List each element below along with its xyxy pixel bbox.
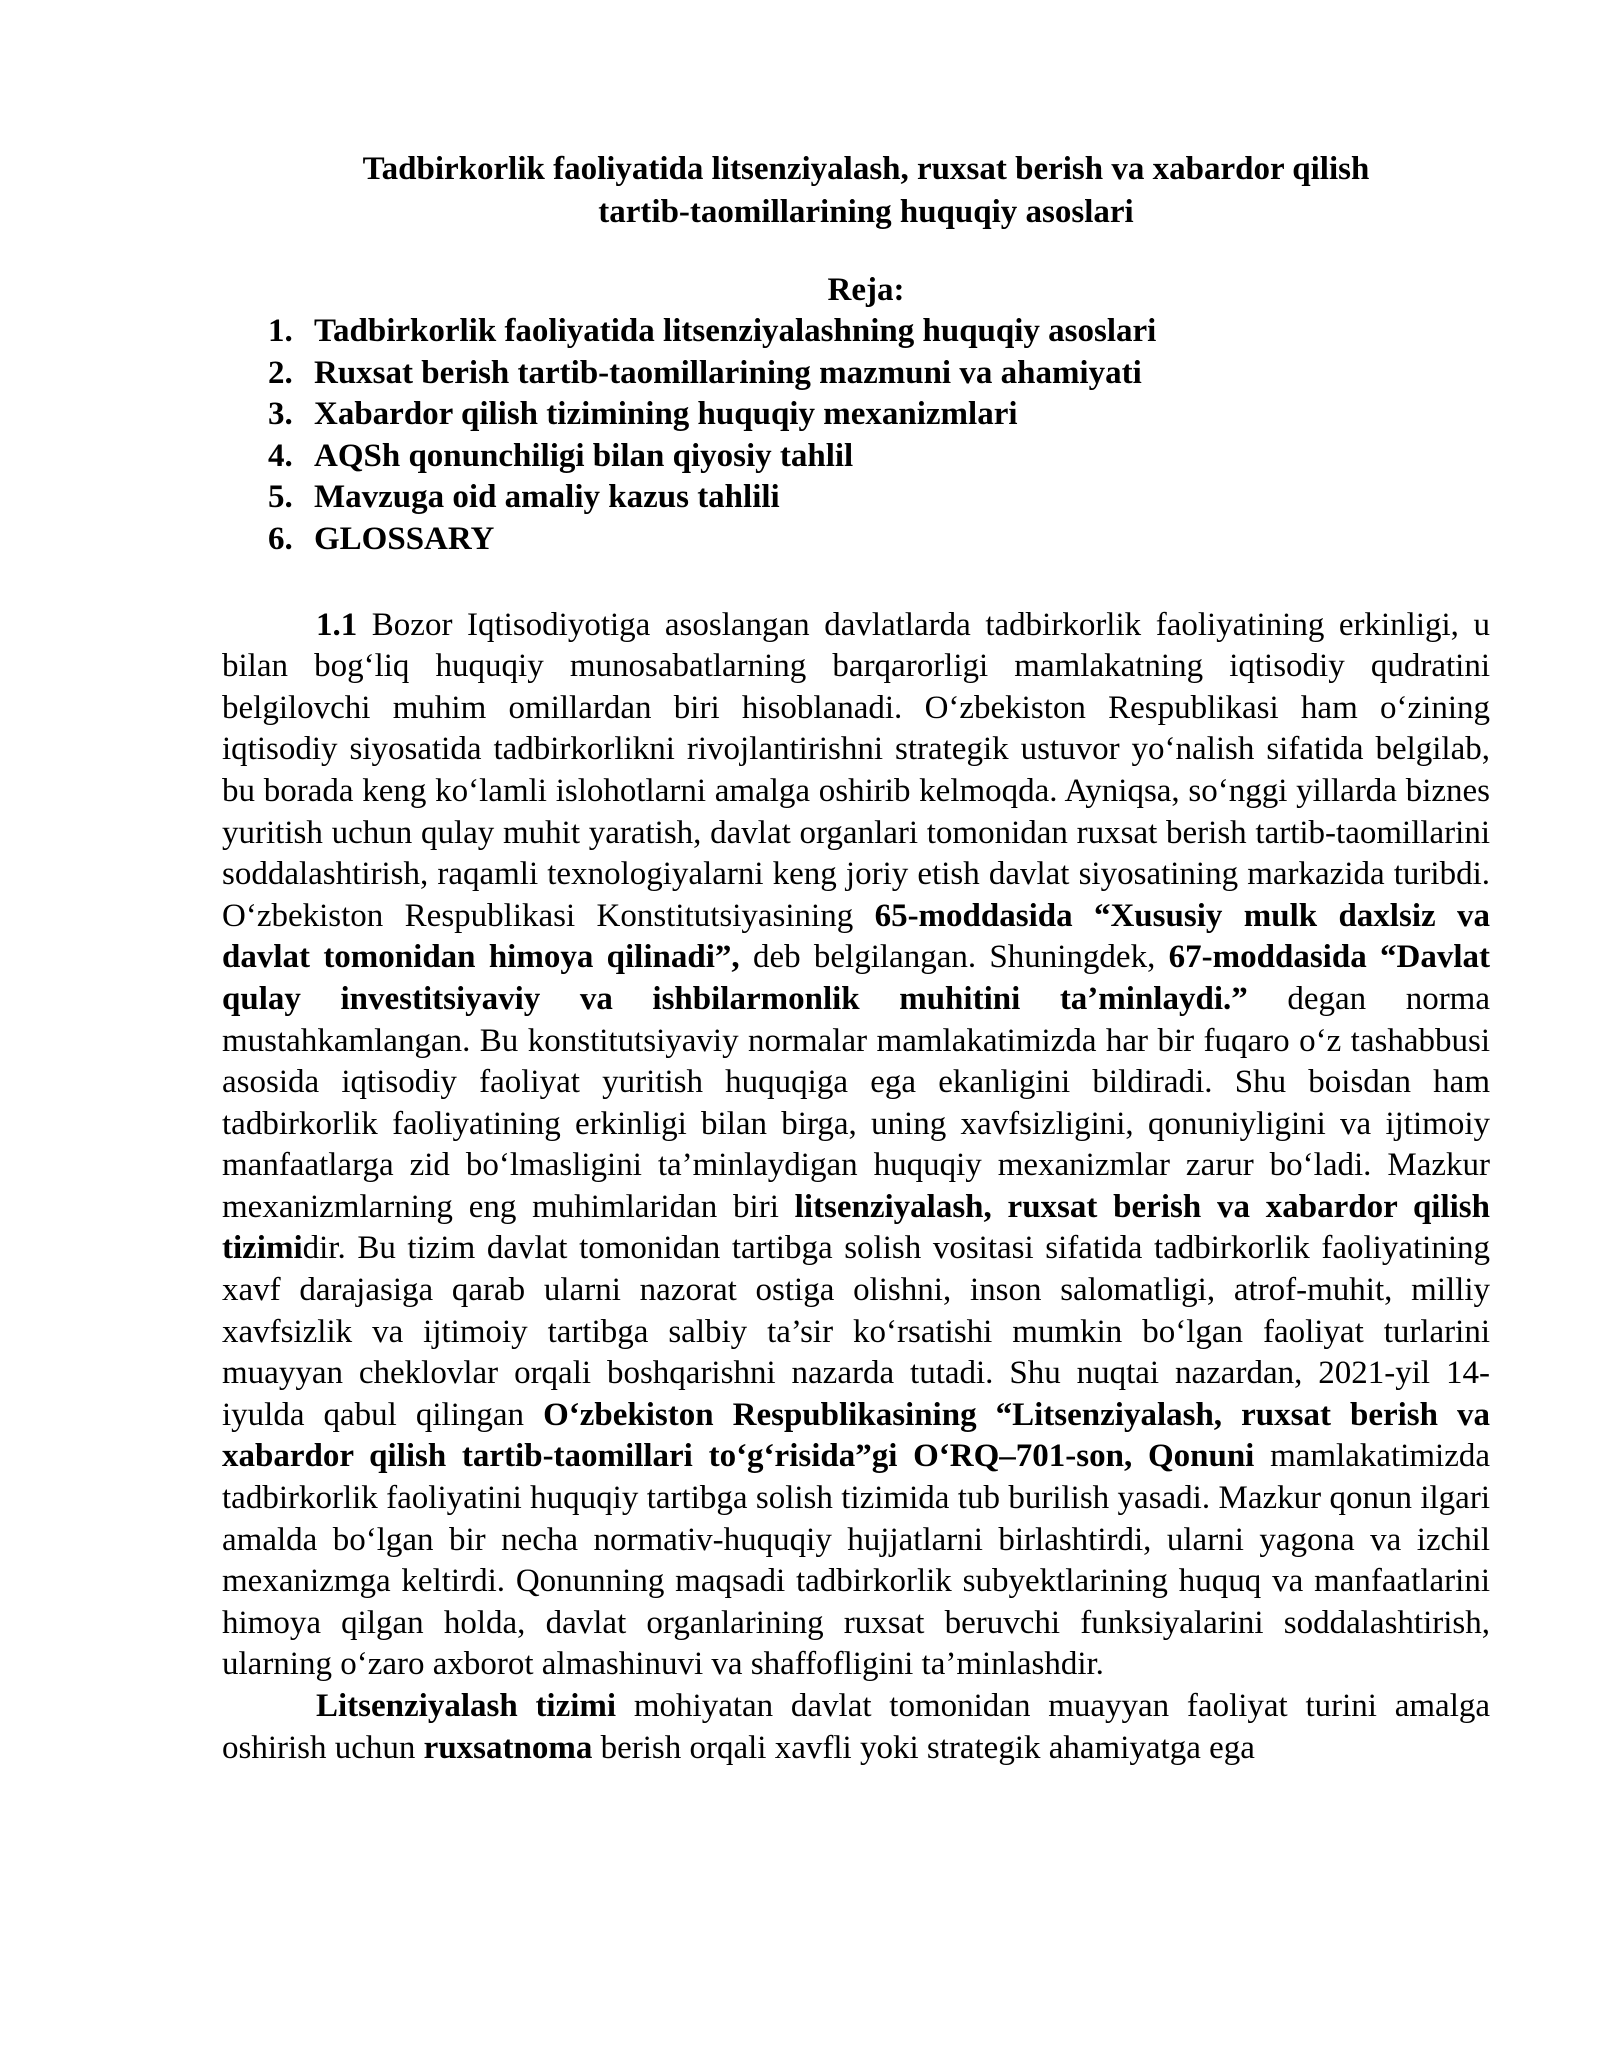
paragraph-licensing	[222, 1686, 1490, 1769]
bold-run-law: O‘zbekiston Respublikasining “Litsenziyalash, ruxsat berish va xabardor qilish tartib-taomillari to‘g‘risida”gi O‘RQ–701-son, Qonuni	[222, 1396, 1491, 1475]
plan-item-text: Mavzuga oid amaliy kazus tahlili	[314, 479, 780, 516]
plan-item	[268, 353, 1490, 395]
paragraph-1-1	[222, 605, 1490, 1686]
bold-run-permit: ruxsatnoma	[423, 1729, 593, 1766]
plan-item-number: 4.	[268, 437, 293, 474]
plan-item	[268, 477, 1490, 519]
plan-item	[268, 436, 1490, 478]
bold-run-article-67: 67-moddasida “Davlat qulay investitsiyaviy va ishbilarmonlik muhitini ta’minlaydi.”	[222, 939, 1490, 1017]
bold-run-article-65: 65-moddasida “Xususiy mulk daxlsiz va davlat tomonidan himoya qilinadi”,	[222, 897, 1490, 976]
plan-item-text: AQSh qonunchiligi bilan qiyosiy tahlil	[314, 437, 854, 474]
plan-heading: Reja:	[827, 272, 905, 308]
text-run: mamlakatimizda tadbirkorlik faoliyatini huquqiy tartibga solish tizimida tub burilish yasadi. Mazkur qonun ilgari amalda bo‘lgan bir necha normativ-huquqiy hujjatlarni birlashtirdi, ularni yagona va izchil mexanizmga keltirdi. Qonunning maqsadi tadbirkorlik subyektlarining huquq va manfaatlarini himoya qilgan holda, davlat organlarining ruxsat beruvchi funksiyalarini soddalashtirish, ularning o‘zaro axborot almashinuvi va shaffofligini ta’minlashdir.	[222, 1438, 1490, 1683]
plan-item-number: 5.	[268, 479, 293, 516]
document-page	[222, 148, 1490, 1769]
plan-item-text: Xabardor qilish tizimining huquqiy mexanizmlari	[314, 396, 1018, 433]
text-run: mohiyatan davlat tomonidan muayyan faoliyat turini amalga oshirish uchun	[222, 1688, 1491, 1766]
text-run: dir. Bu tizim davlat tomonidan tartibga solish vositasi sifatida tadbirkorlik faoliyatining xavf darajasiga qarab ularni nazorat ostiga olishni, inson salomatligi, atrof-muhit, milliy xavfsizlik va ijtimoiy tartibga salbiy ta’sir ko‘rsatishi mumkin bo‘lgan faoliyat turlarini muayyan cheklovlar orqali boshqarishni nazarda tutadi. Shu nuqtai nazardan, 2021-yil 14-iyulda qabul qilingan	[222, 1230, 1490, 1433]
text-run: berish orqali xavfli yoki strategik ahamiyatga ega	[592, 1729, 1255, 1766]
bold-run-licensing-system: Litsenziyalash tizimi	[316, 1688, 617, 1724]
plan-item-number: 6.	[268, 520, 293, 557]
title-line-1: Tadbirkorlik faoliyatida litsenziyalash, ruxsat berish va xabardor qilish	[362, 151, 1370, 187]
plan-item-text: Tadbirkorlik faoliyatida litsenziyalashning huquqiy asoslari	[314, 313, 1157, 349]
plan-item-number: 1.	[268, 313, 293, 349]
bold-run-system: litsenziyalash, ruxsat berish va xabardor qilish tizimi	[222, 1188, 1490, 1267]
text-run: Bozor Iqtisodiyotiga asoslangan davlatlarda tadbirkorlik faoliyatining erkinligi, u bilan bog‘liq huquqiy munosabatlarning barqarorligi mamlakatning iqtisodiy qudratini belgilovchi muhim omillardan biri hisoblanadi. O‘zbekiston Respublikasi ham o‘zining iqtisodiy siyosatida tadbirkorlikni rivojlantirishni strategik ustuvor yo‘nalish sifatida belgilab, bu borada keng ko‘lamli islohotlarni amalga oshirib kelmoqda. Ayniqsa, so‘nggi yillarda biznes yuritish uchun qulay muhit yaratish, davlat organlari tomonidan ruxsat berish tartib-taomillarini soddalashtirish, raqamli texnologiyalarni keng joriy etish davlat siyosatining markazida turibdi. O‘zbekiston Respublikasi Konstitutsiyasining	[222, 606, 1490, 934]
text-run: degan norma mustahkamlangan. Bu konstitutsiyaviy normalar mamlakatimizda har bir fuqaro o‘z tashabbusi asosida iqtisodiy faoliyat yuritish huquqiga ega ekanligini bildiradi. Shu boisdan ham tadbirkorlik faoliyatining erkinligi bilan birga, uning xavfsizligini, qonuniyligini va ijtimoiy manfaatlarga zid bo‘lmasligini ta’minlaydigan huquqiy mexanizmlar zarur bo‘ladi. Mazkur mexanizmlarning eng muhimlaridan biri	[222, 980, 1490, 1225]
title-line-2: tartib-taomillarining huquqiy asoslari	[598, 194, 1134, 230]
plan-list	[222, 311, 1490, 561]
plan-item-text: Ruxsat berish tartib-taomillarining mazmuni va ahamiyati	[314, 354, 1142, 391]
plan-item-text: GLOSSARY	[314, 520, 495, 557]
plan-item-number: 3.	[268, 396, 293, 433]
document-title	[222, 148, 1490, 234]
plan-item	[268, 394, 1490, 436]
plan-item-number: 2.	[268, 354, 293, 391]
text-run: deb belgilangan. Shuningdek,	[739, 939, 1169, 976]
section-number: 1.1	[316, 606, 358, 643]
plan-item	[268, 519, 1490, 561]
plan-item	[268, 311, 1490, 353]
